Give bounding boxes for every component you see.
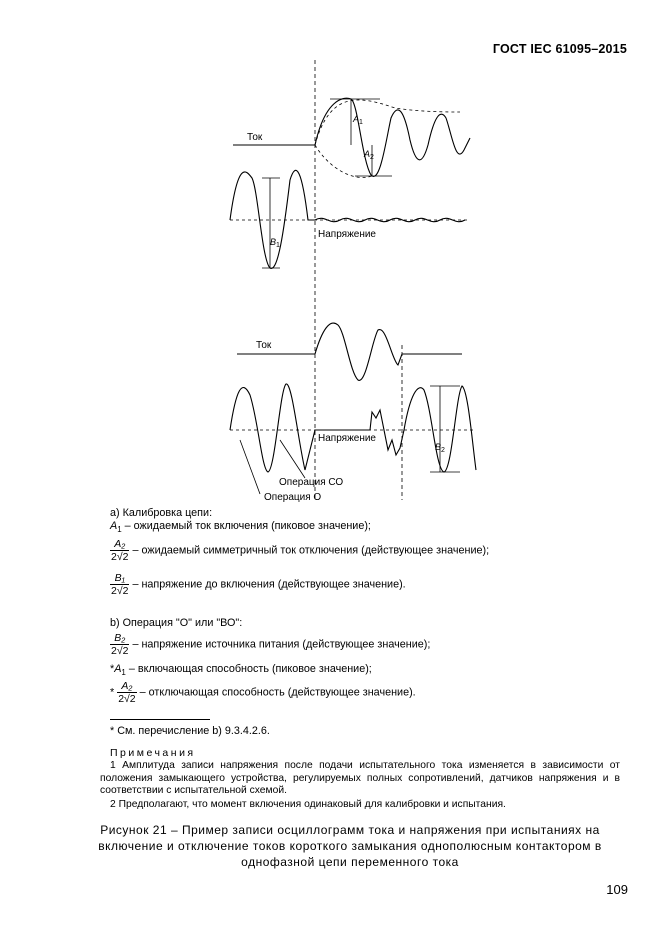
b2-sub-label: 2 [441,447,445,454]
a1-label: A [353,114,360,124]
operation-co-label: Операция СО [279,477,344,488]
a1-sub-label: 1 [359,119,363,126]
star-a1-subscript: 1 [121,668,126,678]
note-2: 2 Предполагают, что момент включения одинаковый для калибровки и испытания. [110,799,506,810]
b1-numerator: B₁ [110,572,129,585]
a1-symbol: A [110,520,118,532]
legend-star-a1 [110,663,372,677]
b2-text: – напряжение источника питания (действующее значение); [132,638,431,651]
star-prefix-2: * [110,686,115,699]
voltage-wave-top [230,170,315,268]
a1-subscript: 1 [117,525,122,535]
footnote-rule [110,719,210,720]
b1-sub-label: 1 [276,242,280,249]
legend-a-title: a) Калибровка цепи: [110,507,213,519]
star-a2-text: – отключающая способность (действующее значение). [139,686,416,699]
legend-b1 [110,572,406,597]
a2-text: – ожидаемый симметричный ток отключения (действующее значение); [132,544,490,557]
legend-a1 [110,520,371,534]
standard-header: ГОСТ IEC 61095–2015 [492,42,627,56]
tok-label-top: Ток [247,132,263,143]
b1-label: B [270,237,277,247]
b2-numerator: B₂ [110,632,129,645]
legend-b-title: b) Операция "О" или "ВО": [110,617,243,629]
b1-denominator: 2√2 [111,585,129,597]
a2-label: A [364,149,371,159]
b2-denominator: 2√2 [111,645,129,657]
page-number: 109 [606,882,628,897]
notes-title: Примечания [110,747,196,759]
star-a1-symbol: A [114,663,122,675]
footnote: * См. перечисление b) 9.3.4.2.6. [110,725,270,737]
a2-sub-label: 2 [370,154,374,161]
star-a2-denominator: 2√2 [118,693,136,705]
star-a1-text: – включающая способность (пиковое значение); [125,663,372,675]
b1-text: – напряжение до включения (действующее значение). [132,578,406,591]
star-a2-numerator: A₂ [117,680,136,693]
voltage-wave-bottom [230,384,315,472]
legend-a2 [110,538,489,563]
star-prefix: * [110,663,115,675]
note-1: 1 Амплитуда записи напряжения после подачи испытательного тока изменяется в зависимости от положения замыкающего устройства, регулируемых полных сопротивлений, датчиков напряжения и в соответствии с испытательной схемой. [100,760,620,796]
tok-label-bottom: Ток [256,340,272,351]
a2-numerator: A₂ [110,538,129,551]
voltage-label-bottom: Напряжение [318,433,376,444]
legend-star-a2 [110,680,416,705]
operation-o-label: Операция О [264,492,322,503]
voltage-label-top: Напряжение [318,229,376,240]
current-wave-top [315,98,470,176]
a1-text: – ожидаемый ток включения (пиковое значение); [121,520,371,532]
a2-denominator: 2√2 [111,551,129,563]
figure-caption: Рисунок 21 – Пример записи осциллограмм тока и напряжения при испытаниях на включение и отключение токов короткого замыкания однополюсным контактором в однофазной цепи переменного тока [98,823,602,869]
current-wave-bottom [315,323,462,380]
legend-b2 [110,632,430,657]
b2-label: B [435,442,442,452]
